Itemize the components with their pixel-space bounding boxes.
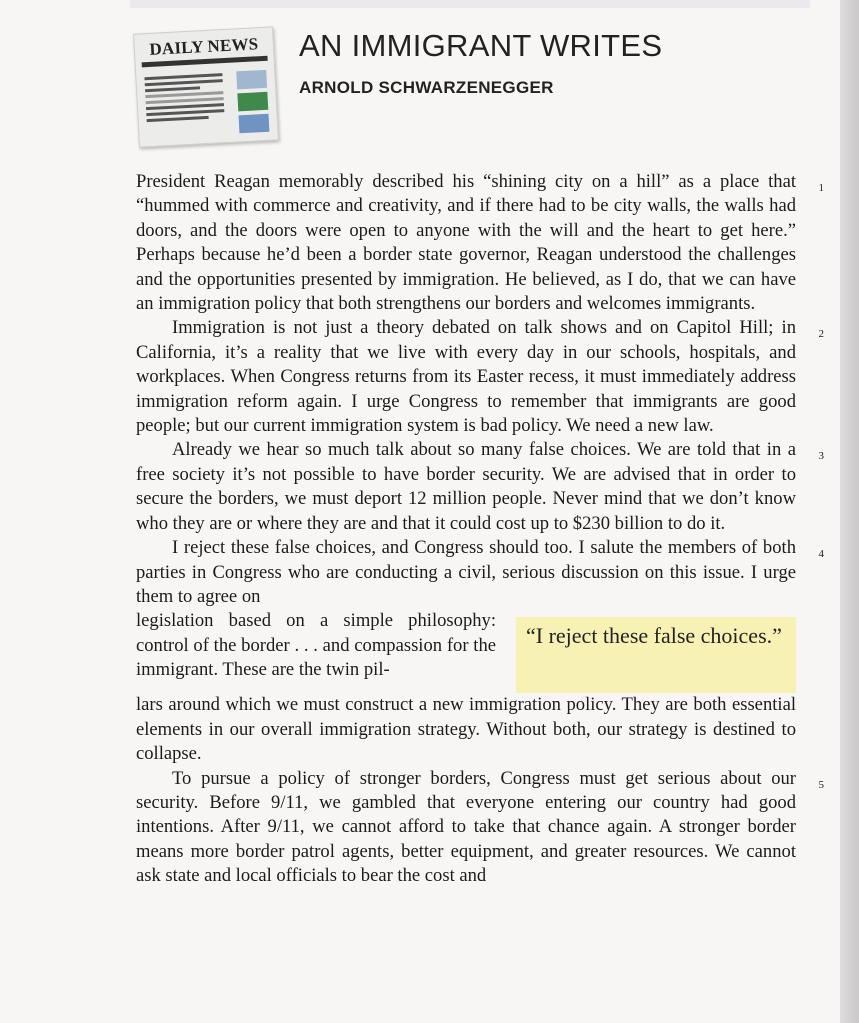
paragraph-4-end [136, 693, 796, 766]
article-author: ARNOLD SCHWARZENEGGER [299, 78, 554, 97]
paragraph-2 [136, 316, 824, 438]
article-title: AN IMMIGRANT WRITES [299, 28, 663, 63]
newspaper-icon [133, 26, 279, 147]
newspaper-photos [236, 70, 269, 137]
paragraph-text: Already we hear so much talk about so many false choices. We are told that in a free society it’s not possible to have border security. We are advised that in order to secure the borders, we must deport 12 million people. Never mind that we don’t know who they are or where they are and that it could cost up to $230 billion to do it. [136, 439, 796, 534]
paragraph-text: lars around which we must construct a new immigration policy. They are both essential elements in our overall immigration strategy. Without both, our strategy is destined to collapse. [136, 694, 796, 765]
paragraph-text: Immigration is not just a theory debated on talk shows and on Capitol Hill; in California, it’s a reality that we live with every day in our schools, hospitals, and workplaces. When Congress returns from its Easter recess, it must immediately address immigration reform again. I urge Congress to remember that immigrants are good people; but our current immigration system is bad policy. We need a new law. [136, 317, 796, 437]
newspaper-logo: DAILY NEWS [148, 34, 259, 59]
paragraph-5 [136, 767, 824, 889]
paragraph-text: legislation based on a simple philosophy: control of the border . . . and compassion for the immigrant. These are the twin pil- [136, 610, 496, 681]
pull-quote-row [136, 609, 796, 693]
paragraph-number: 5 [818, 778, 824, 791]
paragraph-number: 3 [818, 450, 824, 463]
page-top-strip [130, 0, 810, 8]
paragraph-text: I reject these false choices, and Congress should too. I salute the members of both parties in Congress who are conducting a civil, serious discussion on this issue. I urge them to agree on [136, 537, 796, 607]
page-edge [840, 0, 859, 1023]
paragraph-text: To pursue a policy of stronger borders, Congress must get serious about our security. Before 9/11, we gambled that everyone entering our country had good intentions. After 9/11, we cannot afford to take that chance again. A stronger border means more border patrol agents, better equipment, and greater resources. We cannot ask state and local officials to bear the cost and [136, 767, 796, 887]
paragraph-text: President Reagan memorably described his “shining city on a hill” as a place that “hummed with commerce and creativity, and if there had to be city walls, the walls had doors, and the doors were open to anyone with the will and the heart to get here.” Perhaps because he’d been a border state governor, Reagan understood the challenges and the opportunities presented by immigration. He believed, as I do, that we can have an immigration policy that both strengthens our borders and welcomes immigrants. [136, 171, 796, 315]
paragraph-number: 2 [818, 328, 824, 341]
newspaper-text-lines [144, 70, 225, 125]
paragraph-4-wrap [136, 609, 496, 682]
paragraph-1 [136, 170, 824, 316]
paragraph-number: 1 [818, 182, 824, 194]
pull-quote [516, 617, 796, 693]
pull-quote-text: “I reject these false choices.” [526, 623, 782, 649]
article-body [136, 170, 824, 889]
paragraph-3 [136, 438, 824, 536]
paragraph-4 [136, 536, 824, 609]
paragraph-number: 4 [818, 548, 824, 561]
